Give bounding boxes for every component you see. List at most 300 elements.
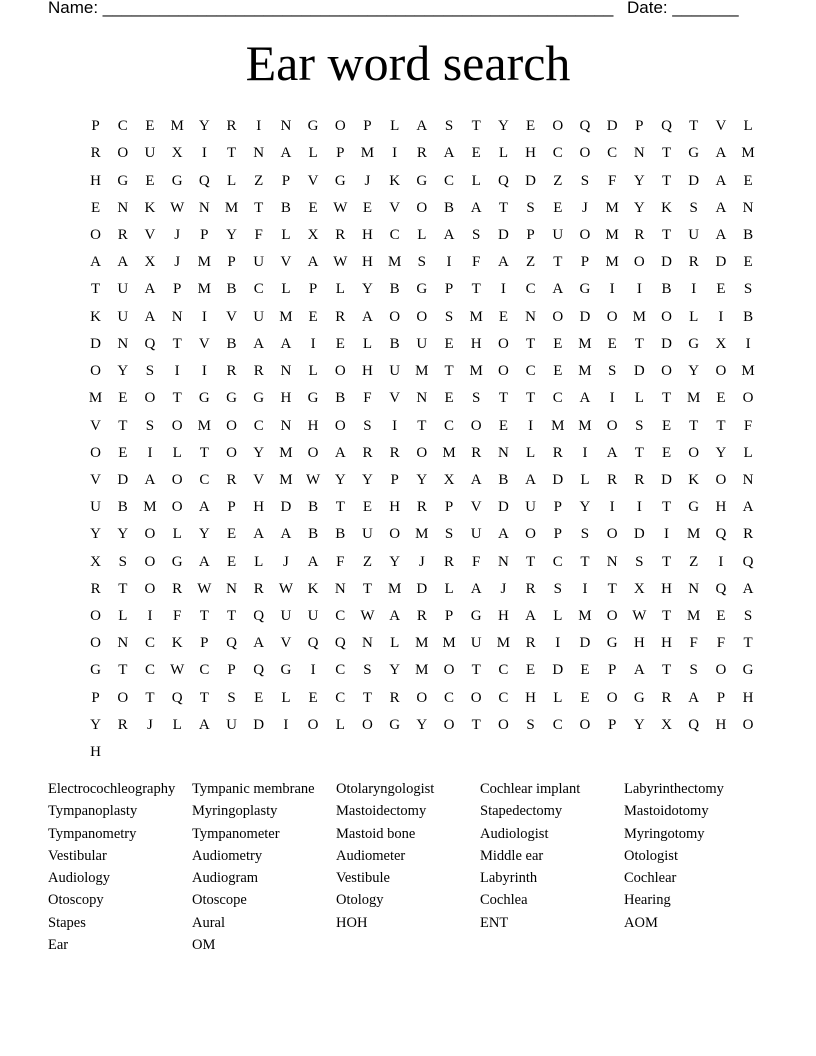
grid-letter: M xyxy=(143,499,157,516)
grid-letter: H xyxy=(307,417,319,434)
grid-letter: G xyxy=(579,281,591,298)
grid-letter: I xyxy=(174,363,180,380)
grid-letter: E xyxy=(145,172,155,189)
grid-letter: U xyxy=(226,716,237,733)
grid-letter: E xyxy=(226,526,237,543)
grid-letter: N xyxy=(334,580,346,597)
grid-letter: N xyxy=(280,118,292,135)
grid-letter: Z xyxy=(553,172,563,189)
word-list-item: ENT xyxy=(480,914,509,931)
grid-letter: O xyxy=(117,145,129,162)
grid-letter: E xyxy=(91,199,101,216)
grid-letter: O xyxy=(606,608,618,625)
grid-letter: T xyxy=(634,444,644,461)
grid-letter: Y xyxy=(334,471,346,488)
grid-letter: E xyxy=(716,281,726,298)
grid-letter: A xyxy=(144,308,156,325)
grid-letter: I xyxy=(609,499,615,516)
grid-letter: P xyxy=(390,471,399,488)
grid-letter: G xyxy=(416,281,428,298)
grid-letter: E xyxy=(362,199,373,216)
grid-letter: P xyxy=(553,499,562,516)
grid-letter: H xyxy=(525,689,537,706)
grid-letter: B xyxy=(743,308,754,325)
grid-letter: S xyxy=(444,526,454,543)
grid-letter: Y xyxy=(389,662,401,679)
grid-letter: X xyxy=(171,145,183,162)
grid-letter: Y xyxy=(90,716,102,733)
grid-letter: M xyxy=(442,444,456,461)
grid-letter: U xyxy=(253,308,265,325)
grid-letter: D xyxy=(90,335,102,352)
grid-letter: H xyxy=(90,744,102,761)
word-list-item: Vestibule xyxy=(336,870,390,887)
grid-letter: M xyxy=(360,145,375,162)
grid-letter: I xyxy=(582,444,588,461)
grid-letter: B xyxy=(661,281,672,298)
grid-letter: O xyxy=(443,716,455,733)
grid-letter: V xyxy=(470,499,482,516)
grid-letter: M xyxy=(88,390,103,407)
grid-letter: T xyxy=(335,499,345,516)
grid-letter: E xyxy=(580,689,590,706)
grid-letter: P xyxy=(580,254,590,271)
grid-letter: Q xyxy=(171,689,183,706)
grid-letter: N xyxy=(280,417,292,434)
grid-letter: C xyxy=(444,689,455,706)
grid-letter: T xyxy=(199,689,209,706)
grid-letter: J xyxy=(174,226,181,243)
grid-letter: M xyxy=(415,662,429,679)
grid-letter: A xyxy=(552,281,564,298)
grid-letter: L xyxy=(308,145,318,162)
grid-letter: A xyxy=(579,390,591,407)
grid-letter: L xyxy=(471,172,481,189)
grid-letter: S xyxy=(417,254,427,271)
grid-letter: L xyxy=(281,689,291,706)
grid-letter: R xyxy=(416,608,427,625)
grid-letter: E xyxy=(362,499,373,516)
grid-letter: O xyxy=(226,444,237,461)
grid-letter: O xyxy=(389,526,401,543)
grid-letter: I xyxy=(283,716,289,733)
grid-letter: A xyxy=(198,499,210,516)
grid-letter: W xyxy=(333,199,348,216)
grid-letter: L xyxy=(335,716,345,733)
grid-letter: E xyxy=(553,363,563,380)
grid-letter: A xyxy=(688,689,700,706)
grid-letter: E xyxy=(743,254,753,271)
grid-letter: Y xyxy=(253,444,265,461)
grid-letter: O xyxy=(688,444,700,461)
grid-letter: K xyxy=(661,199,672,216)
grid-letter: I xyxy=(256,118,262,135)
grid-letter: O xyxy=(497,716,509,733)
grid-letter: T xyxy=(172,390,182,407)
grid-letter: D xyxy=(552,662,564,679)
grid-letter: Y xyxy=(497,118,509,135)
grid-letter: O xyxy=(661,308,672,325)
grid-letter: S xyxy=(118,553,127,570)
grid-letter: I xyxy=(609,390,615,407)
grid-letter: X xyxy=(715,335,727,352)
grid-letter: O xyxy=(226,417,237,434)
grid-letter: C xyxy=(552,145,563,162)
grid-letter: L xyxy=(335,281,345,298)
grid-letter: O xyxy=(362,716,373,733)
grid-letter: A xyxy=(253,335,265,352)
grid-letter: C xyxy=(444,172,455,189)
grid-letter: J xyxy=(500,580,507,597)
grid-letter: O xyxy=(90,608,102,625)
grid-letter: R xyxy=(253,363,264,380)
grid-letter: S xyxy=(444,118,454,135)
grid-letter: A xyxy=(307,254,319,271)
grid-letter: W xyxy=(632,608,647,625)
grid-letter: Y xyxy=(633,172,645,189)
grid-letter: T xyxy=(471,281,481,298)
grid-letter: G xyxy=(226,390,237,407)
grid-letter: L xyxy=(580,471,590,488)
grid-letter: N xyxy=(497,553,509,570)
grid-letter: I xyxy=(147,608,153,625)
grid-letter: A xyxy=(742,499,754,516)
grid-letter: Y xyxy=(198,526,210,543)
grid-letter: M xyxy=(496,635,511,652)
word-list-item: Cochlear implant xyxy=(480,781,581,797)
grid-letter: P xyxy=(716,689,726,706)
grid-letter: I xyxy=(500,281,506,298)
grid-letter: F xyxy=(743,417,753,434)
grid-letter: O xyxy=(416,199,428,216)
grid-letter: A xyxy=(253,526,265,543)
grid-letter: T xyxy=(526,390,536,407)
grid-letter: N xyxy=(198,199,210,216)
grid-letter: E xyxy=(498,417,508,434)
grid-letter: B xyxy=(117,499,128,516)
word-list-item: Tympanic membrane xyxy=(192,781,315,797)
grid-letter: K xyxy=(389,172,401,189)
grid-letter: E xyxy=(308,689,318,706)
grid-letter: E xyxy=(254,689,264,706)
word-list-item: Labyrinth xyxy=(480,870,538,887)
grid-letter: V xyxy=(90,471,102,488)
grid-letter: Z xyxy=(254,172,264,189)
word-list-item: Audiologist xyxy=(480,825,549,842)
grid-letter: A xyxy=(280,526,292,543)
grid-letter: L xyxy=(390,635,400,652)
grid-letter: A xyxy=(280,145,292,162)
grid-letter: T xyxy=(689,118,699,135)
grid-letter: C xyxy=(117,118,128,135)
grid-letter: O xyxy=(579,716,591,733)
grid-letter: B xyxy=(226,335,237,352)
grid-letter: C xyxy=(253,281,264,298)
grid-letter: L xyxy=(118,608,128,625)
grid-letter: P xyxy=(607,716,617,733)
grid-letter: O xyxy=(742,390,754,407)
word-list-item: Otoscope xyxy=(192,892,247,909)
word-list-item: Cochlear xyxy=(624,870,677,887)
grid-letter: M xyxy=(741,145,755,162)
grid-letter: O xyxy=(171,499,183,516)
grid-letter: Y xyxy=(579,499,591,516)
grid-letter: O xyxy=(334,417,346,434)
page-title: Ear word search xyxy=(245,35,571,91)
grid-letter: R xyxy=(416,499,427,516)
word-list-item: Audiometer xyxy=(336,847,406,864)
grid-letter: O xyxy=(90,635,102,652)
grid-letter: O xyxy=(144,580,156,597)
word-list-item: Audiology xyxy=(48,870,111,887)
grid-letter: W xyxy=(360,608,375,625)
grid-letter: O xyxy=(715,363,727,380)
grid-letter: M xyxy=(469,308,483,325)
grid-letter: N xyxy=(117,635,129,652)
grid-letter: A xyxy=(715,145,727,162)
word-list-item: Myringoplasty xyxy=(192,803,278,820)
name-field-label: Name: ______________________________________________________ xyxy=(48,0,614,17)
grid-letter: D xyxy=(633,526,645,543)
grid-letter: T xyxy=(471,662,481,679)
grid-letter: L xyxy=(308,363,318,380)
grid-letter: M xyxy=(551,417,565,434)
grid-letter: H xyxy=(661,580,672,597)
grid-letter: R xyxy=(607,471,618,488)
grid-letter: A xyxy=(470,199,482,216)
grid-letter: Q xyxy=(715,526,727,543)
grid-letter: Q xyxy=(742,553,754,570)
grid-letter: I xyxy=(310,335,316,352)
grid-letter: M xyxy=(578,335,592,352)
grid-letter: H xyxy=(525,145,537,162)
grid-letter: O xyxy=(307,716,319,733)
grid-letter: S xyxy=(363,417,372,434)
grid-letter: D xyxy=(280,499,292,516)
grid-letter: O xyxy=(90,363,102,380)
grid-letter: T xyxy=(661,226,672,243)
grid-letter: W xyxy=(306,471,321,488)
grid-letter: R xyxy=(335,308,346,325)
grid-letter: R xyxy=(634,471,645,488)
grid-letter: M xyxy=(578,417,592,434)
grid-letter: O xyxy=(416,689,428,706)
grid-letter: Q xyxy=(715,580,727,597)
grid-letter: R xyxy=(226,363,237,380)
grid-letter: H xyxy=(362,254,373,271)
grid-letter: T xyxy=(661,172,672,189)
grid-letter: S xyxy=(145,417,155,434)
grid-letter: F xyxy=(689,635,698,652)
grid-letter: M xyxy=(197,254,212,271)
grid-letter: P xyxy=(444,608,454,625)
grid-letter: T xyxy=(661,608,672,625)
grid-letter: F xyxy=(363,390,372,407)
word-list-item: Tympanometry xyxy=(48,825,137,842)
grid-letter: R xyxy=(90,580,101,597)
grid-letter: Z xyxy=(689,553,699,570)
grid-letter: N xyxy=(117,335,129,352)
word-list-item: AOM xyxy=(624,914,658,931)
grid-letter: O xyxy=(606,689,618,706)
grid-letter: H xyxy=(90,172,102,189)
grid-letter: O xyxy=(416,308,428,325)
grid-letter: I xyxy=(392,417,398,434)
grid-letter: J xyxy=(582,199,588,216)
grid-letter: L xyxy=(226,172,237,189)
grid-letter: K xyxy=(688,471,700,488)
grid-letter: O xyxy=(144,553,156,570)
grid-letter: T xyxy=(91,281,101,298)
grid-letter: O xyxy=(470,417,482,434)
grid-letter: T xyxy=(118,417,128,434)
grid-letter: C xyxy=(525,363,536,380)
grid-letter: W xyxy=(170,199,185,216)
grid-letter: U xyxy=(253,254,265,271)
grid-letter: M xyxy=(632,308,647,325)
date-field-label: Date: _______ xyxy=(627,0,739,17)
grid-letter: X xyxy=(661,716,672,733)
word-list-item: Tympanoplasty xyxy=(48,803,138,820)
grid-letter: N xyxy=(171,308,183,325)
grid-letter: D xyxy=(253,716,265,733)
grid-letter: Q xyxy=(334,635,346,652)
grid-letter: B xyxy=(389,335,400,352)
grid-letter: Q xyxy=(144,335,156,352)
grid-letter: G xyxy=(688,335,700,352)
word-list-item: Otologist xyxy=(624,847,678,864)
grid-letter: A xyxy=(525,608,537,625)
grid-letter: C xyxy=(607,145,618,162)
grid-letter: A xyxy=(144,281,156,298)
grid-letter: A xyxy=(497,526,509,543)
grid-letter: P xyxy=(281,172,291,189)
grid-letter: E xyxy=(471,145,481,162)
grid-letter: O xyxy=(552,118,564,135)
word-list xyxy=(48,778,768,956)
grid-letter: S xyxy=(363,662,372,679)
grid-letter: O xyxy=(334,363,346,380)
grid-letter: T xyxy=(118,580,128,597)
grid-letter: U xyxy=(280,608,292,625)
grid-letter: Y xyxy=(416,471,428,488)
grid-letter: I xyxy=(745,335,751,352)
grid-letter: F xyxy=(716,635,726,652)
grid-letter: I xyxy=(201,308,207,325)
grid-letter: S xyxy=(580,526,590,543)
grid-letter: F xyxy=(336,553,345,570)
grid-letter: S xyxy=(472,226,481,243)
grid-letter: V xyxy=(715,118,727,135)
grid-letter: Y xyxy=(715,444,727,461)
grid-letter: M xyxy=(415,526,429,543)
grid-letter: C xyxy=(253,417,264,434)
grid-letter: C xyxy=(552,390,563,407)
word-list-item: Middle ear xyxy=(480,847,544,864)
word-list-item: Tympanometer xyxy=(192,825,280,842)
grid-letter: L xyxy=(444,580,454,597)
grid-letter: O xyxy=(606,526,618,543)
grid-letter: H xyxy=(715,716,727,733)
grid-letter: M xyxy=(605,226,619,243)
grid-letter: P xyxy=(363,118,372,135)
grid-letter: T xyxy=(145,689,155,706)
grid-letter: M xyxy=(687,390,701,407)
grid-letter: I xyxy=(664,526,670,543)
grid-letter: S xyxy=(472,390,481,407)
grid-letter: O xyxy=(497,363,509,380)
grid-letter: Y xyxy=(117,363,129,380)
grid-letter: L xyxy=(172,716,182,733)
grid-letter: B xyxy=(335,526,346,543)
grid-letter: A xyxy=(307,553,319,570)
grid-letter: M xyxy=(605,254,619,271)
grid-letter: N xyxy=(688,580,700,597)
grid-letter: E xyxy=(553,199,563,216)
grid-letter: T xyxy=(526,553,536,570)
grid-letter: P xyxy=(91,689,100,706)
grid-letter: S xyxy=(689,199,698,216)
grid-letter: V xyxy=(144,226,156,243)
grid-letter: D xyxy=(579,635,591,652)
grid-letter: P xyxy=(308,281,318,298)
grid-letter: G xyxy=(606,635,618,652)
grid-letter: L xyxy=(390,118,400,135)
grid-letter: T xyxy=(661,499,672,516)
grid-letter: R xyxy=(389,444,400,461)
grid-letter: C xyxy=(144,635,155,652)
grid-letter: K xyxy=(307,580,319,597)
grid-letter: M xyxy=(387,254,402,271)
grid-letter: M xyxy=(687,526,701,543)
grid-letter: C xyxy=(335,662,346,679)
grid-letter: T xyxy=(471,118,481,135)
grid-letter: T xyxy=(118,662,128,679)
grid-letter: E xyxy=(308,308,318,325)
word-list-item: Vestibular xyxy=(48,847,107,864)
grid-letter: D xyxy=(661,335,672,352)
grid-letter: N xyxy=(226,580,237,597)
grid-letter: Y xyxy=(389,553,401,570)
grid-letter: A xyxy=(606,444,618,461)
word-list-item: Aural xyxy=(192,914,226,931)
word-list-item: Stapes xyxy=(48,914,86,931)
grid-letter: M xyxy=(197,281,212,298)
grid-letter: Y xyxy=(416,716,428,733)
grid-letter: A xyxy=(198,716,210,733)
grid-letter: R xyxy=(743,526,754,543)
grid-letter: R xyxy=(552,444,563,461)
grid-letter: P xyxy=(227,662,236,679)
grid-letter: T xyxy=(226,608,237,625)
grid-letter: O xyxy=(90,226,102,243)
grid-letter: M xyxy=(224,199,239,216)
grid-letter: B xyxy=(335,390,346,407)
grid-letter: Y xyxy=(362,471,373,488)
grid-letter: C xyxy=(552,553,563,570)
grid-letter: I xyxy=(555,635,561,652)
grid-letter: O xyxy=(715,662,727,679)
grid-letter: T xyxy=(362,689,373,706)
grid-letter: K xyxy=(90,308,102,325)
grid-letter: O xyxy=(633,254,645,271)
grid-letter: G xyxy=(280,662,292,679)
grid-letter: L xyxy=(553,608,563,625)
grid-letter: U xyxy=(362,526,373,543)
grid-letter: C xyxy=(389,226,400,243)
grid-letter: L xyxy=(689,308,699,325)
grid-letter: N xyxy=(253,145,265,162)
